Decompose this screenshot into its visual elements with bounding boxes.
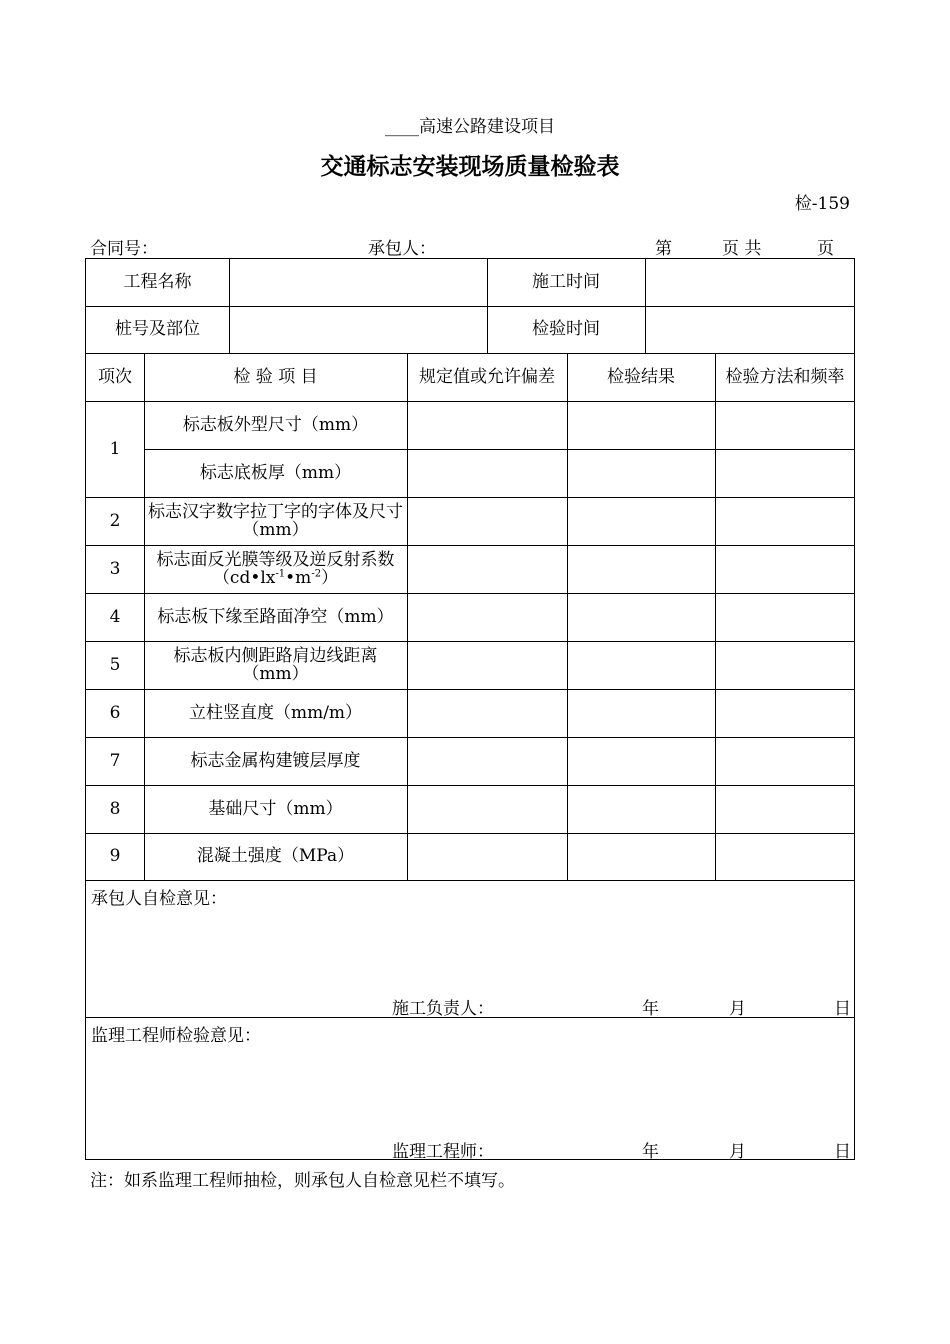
inspection-time-label: 检验时间 [532, 319, 600, 339]
item-name: 标志底板厚（mm） [199, 462, 352, 483]
page-ye-gong: 页 共 [722, 239, 762, 259]
project-name-label: 工程名称 [123, 272, 192, 292]
item-name: 基础尺寸（mm） [208, 798, 343, 819]
col-item: 检 验 项 目 [233, 366, 318, 387]
item-name: 标志板下缘至路面净空（mm） [157, 606, 394, 627]
supervisor-signer: 监理工程师： [392, 1142, 494, 1162]
form-code: 检-159 [794, 194, 850, 214]
item-name: 混凝土强度（MPa） [196, 846, 355, 866]
self-check-signer: 施工负责人： [392, 999, 494, 1019]
supervisor-day: 日 [834, 1142, 851, 1162]
construction-time-input[interactable] [646, 259, 854, 306]
inspection-time-input[interactable] [646, 306, 854, 353]
self-check-day: 日 [834, 999, 851, 1019]
supervisor-year: 年 [642, 1142, 659, 1162]
item-no: 8 [109, 798, 121, 819]
item-name: 立柱竖直度（mm/m） [188, 702, 363, 723]
item-name: 标志面反光膜等级及逆反射系数$(cd•lx^{-1}•m^{-2})$ [156, 550, 395, 588]
item-no: 9 [109, 846, 121, 866]
item-no: 1 [109, 438, 121, 459]
contractor-label: 承包人： [368, 239, 436, 259]
station-input[interactable] [230, 306, 487, 353]
project-name-input[interactable] [230, 259, 487, 306]
self-check-month: 月 [729, 999, 746, 1019]
col-no: 项次 [98, 366, 132, 387]
item-name: 标志板内侧距路肩边线距离（mm） [173, 646, 378, 684]
contract-label: 合同号： [90, 239, 158, 259]
col-spec: 规定值或允许偏差 [419, 366, 555, 387]
item-no: 2 [109, 510, 121, 531]
footnote: 注：如系监理工程师抽检，则承包人自检意见栏不填写。 [90, 1171, 515, 1191]
inspection-form [85, 258, 855, 1160]
item-no: 3 [109, 558, 121, 579]
self-check-label: 承包人自检意见： [91, 889, 227, 909]
station-label: 桩号及部位 [115, 319, 200, 339]
form-title: 交通标志安装现场质量检验表 [320, 154, 620, 180]
col-result: 检验结果 [607, 366, 675, 387]
item-name: 标志汉字数字拉丁字的字体及尺寸（mm） [148, 502, 403, 540]
item-name: 标志板外型尺寸（mm） [182, 414, 369, 435]
item-no: 6 [109, 702, 121, 723]
construction-time-label: 施工时间 [532, 272, 600, 292]
supervisor-month: 月 [729, 1142, 746, 1162]
project-name: ____高速公路建设项目 [385, 117, 555, 137]
self-check-year: 年 [642, 999, 659, 1019]
item-no: 5 [109, 654, 121, 675]
col-method: 检验方法和频率 [725, 367, 845, 387]
page-ye: 页 [817, 239, 834, 259]
item-no: 4 [109, 606, 121, 627]
page-di: 第 [655, 239, 672, 259]
item-no: 7 [109, 750, 121, 771]
item-name: 标志金属构建镀层厚度 [190, 750, 361, 771]
supervisor-label: 监理工程师检验意见： [91, 1026, 261, 1046]
